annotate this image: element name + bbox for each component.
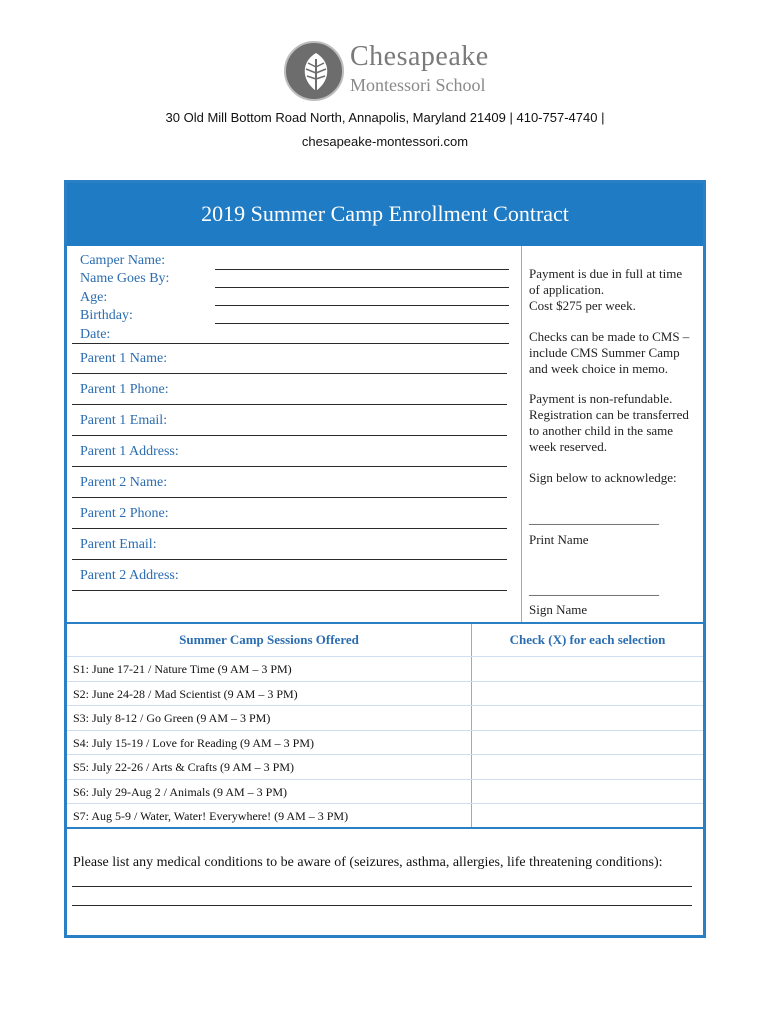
check-cell-4[interactable]	[472, 731, 703, 754]
print-name-field[interactable]: ____________________	[529, 511, 659, 526]
camper-name-label: Camper Name:	[80, 253, 166, 268]
leaf-icon	[284, 41, 344, 101]
session-row-6: S6: July 29-Aug 2 / Animals (9 AM – 3 PM)	[73, 785, 288, 799]
print-name-label: Print Name	[529, 532, 589, 547]
session-row-7: S7: Aug 5-9 / Water, Water! Everywhere! (9 AM – 3 PM)	[73, 809, 349, 823]
medical-line-2[interactable]	[72, 905, 692, 906]
parent1-phone-label: Parent 1 Phone:	[80, 382, 169, 397]
session-row-3: S3: July 8-12 / Go Green (9 AM – 3 PM)	[73, 711, 271, 725]
parent1-name-label: Parent 1 Name:	[80, 351, 168, 366]
parent1-email-label: Parent 1 Email:	[80, 413, 168, 428]
birthday-field[interactable]	[215, 323, 509, 324]
check-cell-3[interactable]	[472, 706, 703, 730]
name-goes-by-label: Name Goes By:	[80, 271, 170, 286]
column-divider	[521, 246, 522, 622]
parent2-name-label: Parent 2 Name:	[80, 475, 168, 490]
sessions-header: Summer Camp Sessions Offered	[179, 632, 359, 647]
address-line: 30 Old Mill Bottom Road North, Annapolis, Maryland 21409 | 410-757-4740 |	[165, 110, 605, 125]
date-label: Date:	[80, 327, 111, 342]
medical-conditions-prompt: Please list any medical conditions to be aware of (seizures, asthma, allergies, life threatening conditions):	[73, 855, 663, 870]
sign-name-label: Sign Name	[529, 602, 588, 617]
logo-name: Chesapeake	[350, 41, 489, 72]
age-field[interactable]	[215, 305, 509, 306]
sessions-top-border	[67, 622, 703, 624]
title-banner	[67, 183, 703, 246]
parent-email-field[interactable]	[72, 559, 507, 560]
website-link[interactable]: chesapeake-montessori.com	[301, 134, 469, 149]
sessions-bottom-border	[67, 827, 703, 829]
medical-line-1[interactable]	[72, 886, 692, 887]
parent2-address-field[interactable]	[72, 590, 507, 591]
logo-subtitle: Montessori School	[350, 75, 486, 95]
camper-name-field[interactable]	[215, 269, 509, 270]
payment-note-checks: Checks can be made to CMS – include CMS Summer Camp and week choice in memo.	[529, 329, 690, 376]
birthday-label: Birthday:	[80, 308, 133, 323]
parent2-phone-field[interactable]	[72, 528, 507, 529]
session-row-5: S5: July 22-26 / Arts & Crafts (9 AM – 3 PM)	[73, 760, 295, 774]
payment-note-refund: Payment is non-refundable. Registration can be transferred to another child in the same week reserved.	[529, 391, 689, 454]
session-row-1: S1: June 17-21 / Nature Time (9 AM – 3 PM)	[73, 662, 292, 676]
check-cell-7[interactable]	[472, 804, 703, 827]
parent2-phone-label: Parent 2 Phone:	[80, 506, 169, 521]
parent1-address-field[interactable]	[72, 466, 507, 467]
school-logo	[284, 41, 494, 105]
payment-note-due: Payment is due in full at time of application. Cost $275 per week.	[529, 266, 683, 313]
form-title: 2019 Summer Camp Enrollment Contract	[201, 201, 569, 226]
date-field[interactable]	[72, 343, 509, 344]
parent1-phone-field[interactable]	[72, 404, 507, 405]
age-label: Age:	[80, 290, 108, 305]
sign-name-field[interactable]: ____________________	[529, 582, 659, 597]
name-goes-by-field[interactable]	[215, 287, 509, 288]
parent1-name-field[interactable]	[72, 373, 507, 374]
check-cell-5[interactable]	[472, 755, 703, 779]
sign-acknowledge-text: Sign below to acknowledge:	[529, 470, 677, 485]
check-cell-1[interactable]	[472, 657, 703, 681]
session-row-2: S2: June 24-28 / Mad Scientist (9 AM – 3 PM)	[73, 687, 298, 701]
check-header: Check (X) for each selection	[509, 632, 666, 647]
session-row-4: S4: July 15-19 / Love for Reading (9 AM – 3 PM)	[73, 736, 314, 750]
parent1-address-label: Parent 1 Address:	[80, 444, 179, 459]
check-cell-2[interactable]	[472, 682, 703, 705]
parent-email-label: Parent Email:	[80, 537, 157, 552]
parent2-address-label: Parent 2 Address:	[80, 568, 179, 583]
parent1-email-field[interactable]	[72, 435, 507, 436]
check-cell-6[interactable]	[472, 780, 703, 803]
parent2-name-field[interactable]	[72, 497, 507, 498]
